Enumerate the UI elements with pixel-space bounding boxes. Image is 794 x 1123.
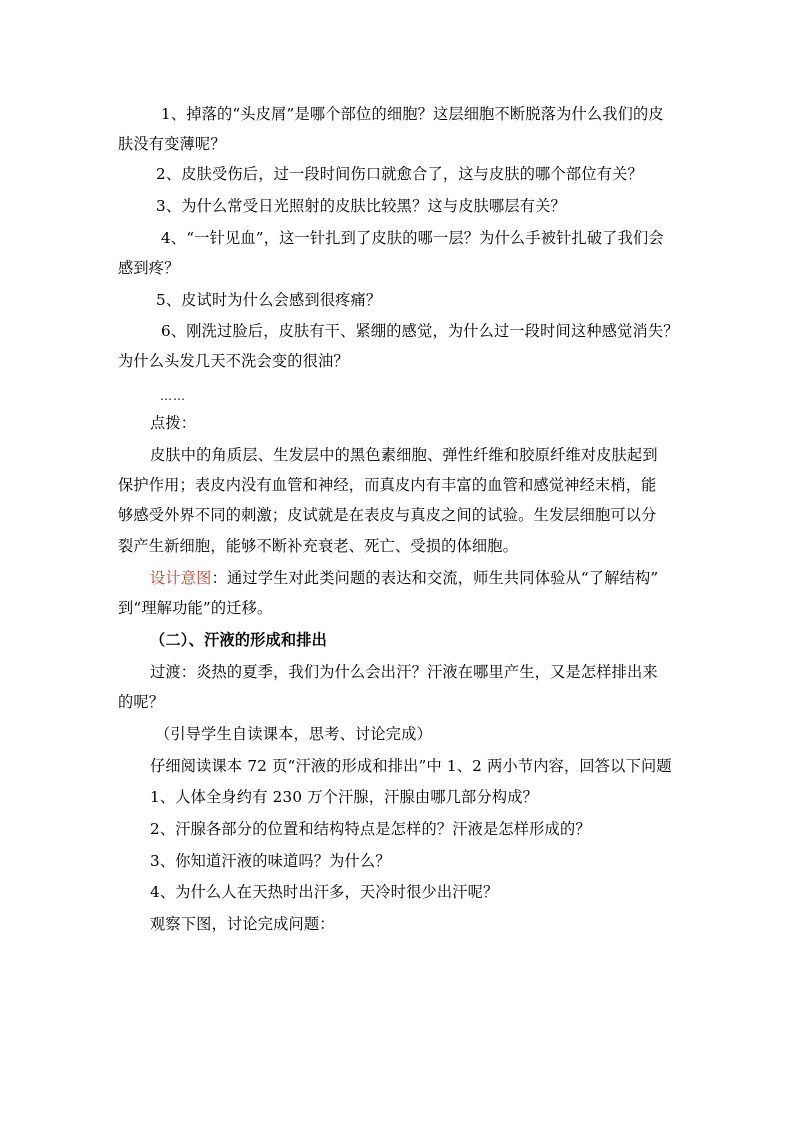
hint-line-4: 裂产生新细胞，能够不断补充衰老、死亡、受损的体细胞。 <box>118 537 519 555</box>
hint-line-1: 皮肤中的角质层、生发层中的黑色素细胞、弹性纤维和胶原纤维对皮肤起到 <box>150 446 658 464</box>
question-4-line-1: 4、“一针见血”，这一针扎到了皮肤的哪一层？为什么手被针扎破了我们会 <box>161 229 664 247</box>
transition-line-1: 过渡：炎热的夏季，我们为什么会出汗？汗液在哪里产生，又是怎样排出来 <box>150 663 658 681</box>
hint-line-3: 够感受外界不同的刺激；皮试就是在表皮与真皮之间的试验。生发层细胞可以分 <box>118 506 657 524</box>
ellipsis: …… <box>160 389 186 403</box>
sweat-question-2: 2、汗腺各部分的位置和结构特点是怎样的？汗液是怎样形成的？ <box>150 820 591 838</box>
question-5: 5、皮试时为什么会感到很疼痛？ <box>156 291 382 309</box>
transition-line-2: 的呢？ <box>118 693 165 711</box>
reading-instruction: 仔细阅读课本 72 页“汗液的形成和排出”中 1、2 两小节内容，回答以下问题 <box>150 757 672 775</box>
design-intent-label: 设计意图 <box>150 569 212 587</box>
guide-note: （引导学生自读课本，思考、讨论完成） <box>155 725 432 743</box>
question-4-line-2: 感到疼？ <box>118 259 180 277</box>
question-1-line-2: 肤没有变薄呢？ <box>118 135 226 153</box>
hint-line-2: 保护作用；表皮内没有血管和神经，而真皮内有丰富的血管和感觉神经末梢，能 <box>118 476 657 494</box>
question-3: 3、为什么常受日光照射的皮肤比较黑？这与皮肤哪层有关？ <box>156 197 566 215</box>
section-heading: （二）、汗液的形成和排出 <box>150 631 328 649</box>
sweat-question-4: 4、为什么人在天热时出汗多，天冷时很少出汗呢？ <box>150 883 499 901</box>
question-2: 2、皮肤受伤后，过一段时间伤口就愈合了，这与皮肤的哪个部位有关？ <box>156 165 643 183</box>
design-intent-line-1 <box>150 568 658 588</box>
question-6-line-2: 为什么头发几天不洗会变的很油？ <box>118 352 349 370</box>
sweat-question-1: 1、人体全身约有 230 万个汗腺，汗腺由哪几部分构成？ <box>150 788 539 806</box>
observe-instruction: 观察下图，讨论完成问题： <box>150 915 335 933</box>
sweat-question-3: 3、你知道汗液的味道吗？为什么？ <box>150 852 391 870</box>
question-6-line-1: 6、刚洗过脸后，皮肤有干、紧绷的感觉，为什么过一段时间这种感觉消失？ <box>161 322 679 340</box>
design-intent-text: ：通过学生对此类问题的表达和交流，师生共同体验从“了解结构” <box>211 569 659 587</box>
question-1-line-1: 1、掉落的“头皮屑”是哪个部位的细胞？这层细胞不断脱落为什么我们的皮 <box>161 105 664 123</box>
design-intent-line-2: 到“理解功能”的迁移。 <box>118 599 273 617</box>
hint-label: 点拨： <box>150 414 197 432</box>
